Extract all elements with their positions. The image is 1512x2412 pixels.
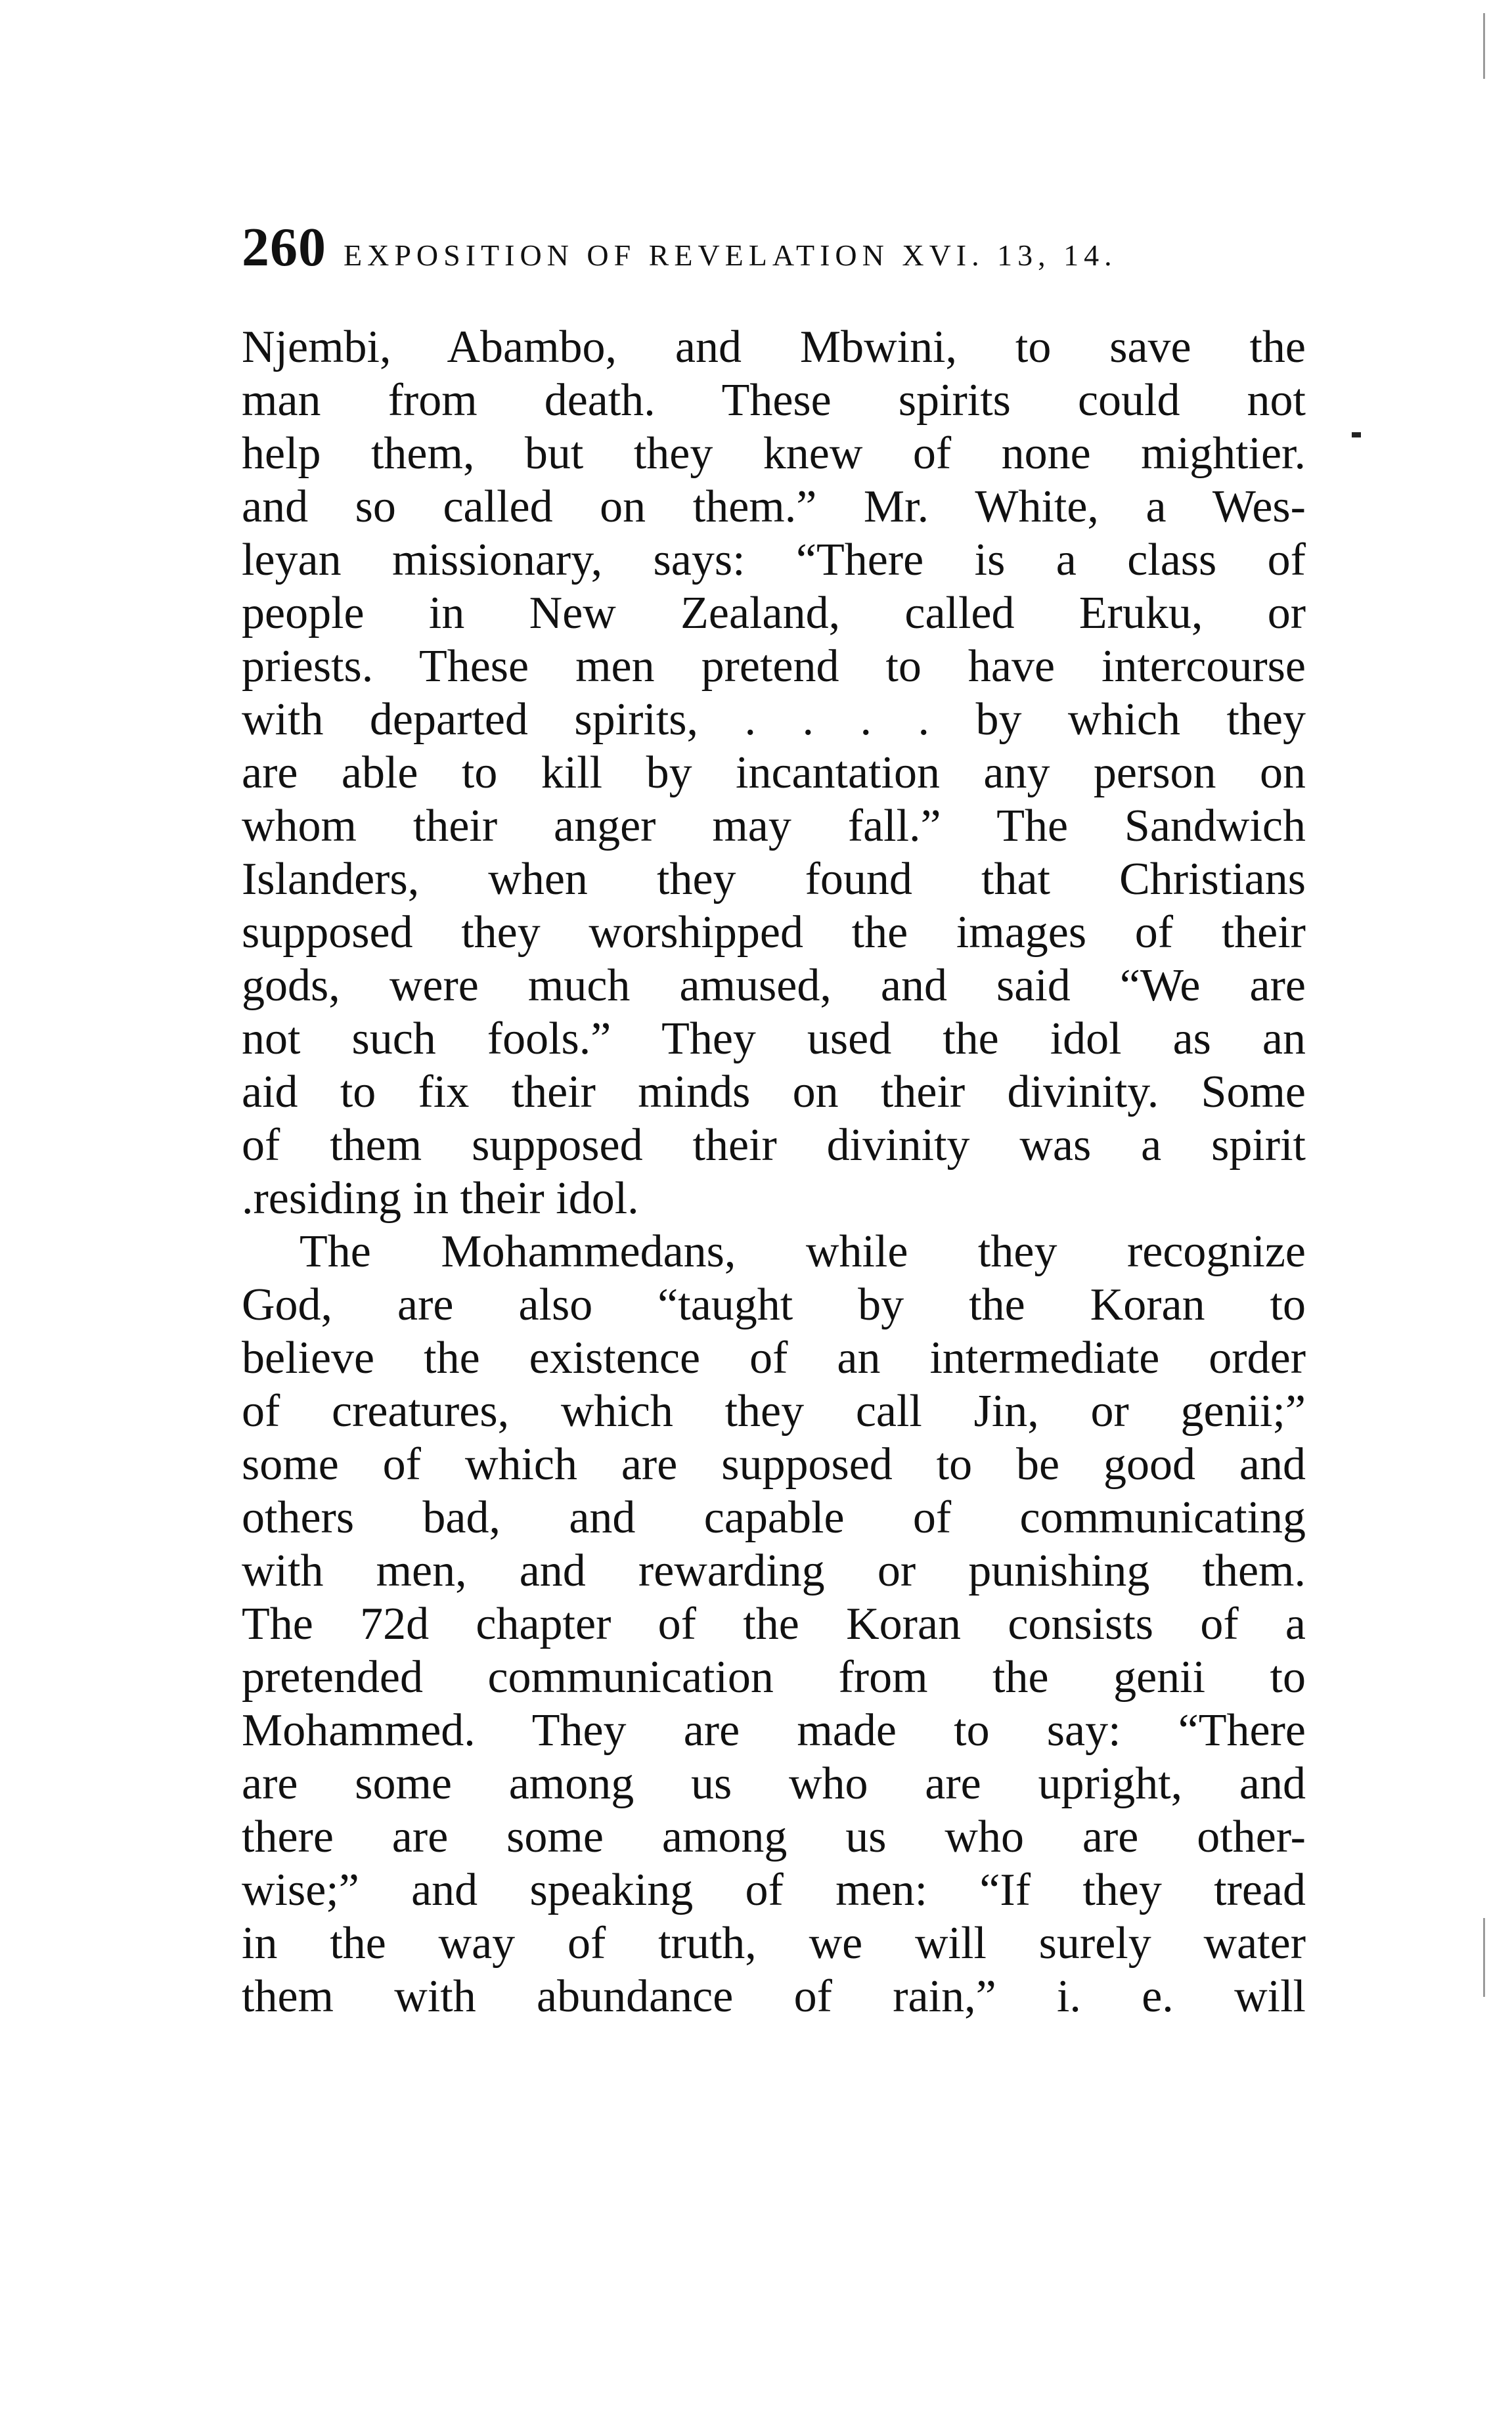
text-line: are able to kill by incantation any person on [242, 748, 1306, 798]
text-line: leyan missionary, says: “There is a class of [242, 535, 1306, 585]
text-line: and so called on them.” Mr. White, a Wes- [242, 481, 1306, 532]
text-line: priests. These men pretend to have intercourse [242, 641, 1306, 692]
text-line: supposed they worshipped the images of their [242, 907, 1306, 958]
scan-edge-line [1483, 13, 1485, 79]
text-line: people in New Zealand, called Eruku, or [242, 588, 1306, 638]
text-line: whom their anger may fall.” The Sandwich [242, 801, 1306, 851]
page-number: 260 [242, 217, 326, 278]
text-line: not such fools.” They used the idol as an [242, 1014, 1306, 1064]
text-line: The 72d chapter of the Koran consists of a [242, 1599, 1306, 1649]
paragraph-end-line: .residing in their idol. [242, 1173, 639, 1224]
ink-speck [1352, 432, 1361, 437]
text-line: there are some among us who are other- [242, 1812, 1306, 1862]
text-line: of them supposed their divinity was a spirit [242, 1120, 1306, 1171]
text-line: with men, and rewarding or punishing them. [242, 1546, 1306, 1596]
scan-edge-marks [1483, 0, 1488, 2412]
text-line: others bad, and capable of communicating [242, 1492, 1306, 1543]
text-line: wise;” and speaking of men: “If they tread [242, 1865, 1306, 1915]
running-title: EXPOSITION OF REVELATION XVI. 13, 14. [344, 238, 1117, 272]
text-line: gods, were much amused, and said “We are [242, 960, 1306, 1011]
text-line: Njembi, Abambo, and Mbwini, to save the [242, 322, 1306, 372]
text-line: help them, but they knew of none mightier. [242, 428, 1306, 479]
text-line: man from death. These spirits could not [242, 375, 1306, 426]
text-line: God, are also “taught by the Koran to [242, 1280, 1306, 1330]
text-line: some of which are supposed to be good and [242, 1439, 1306, 1490]
running-head [242, 215, 1319, 278]
text-line: are some among us who are upright, and [242, 1758, 1306, 1809]
text-line: pretended communication from the genii to [242, 1652, 1306, 1703]
text-line: in the way of truth, we will surely water [242, 1918, 1306, 1969]
text-line: with departed spirits, . . . . by which they [242, 694, 1306, 745]
paragraph-start-line: The Mohammedans, while they recognize [300, 1226, 1306, 1277]
text-line: believe the existence of an intermediate order [242, 1333, 1306, 1383]
body-text [242, 321, 1306, 2023]
scan-edge-line [1483, 1918, 1485, 1997]
text-line: Islanders, when they found that Christians [242, 854, 1306, 904]
text-line: aid to fix their minds on their divinity. Some [242, 1067, 1306, 1117]
text-line: Mohammed. They are made to say: “There [242, 1705, 1306, 1756]
text-line: them with abundance of rain,” i. e. will [242, 1971, 1306, 2022]
text-line: of creatures, which they call Jin, or genii;” [242, 1386, 1306, 1437]
